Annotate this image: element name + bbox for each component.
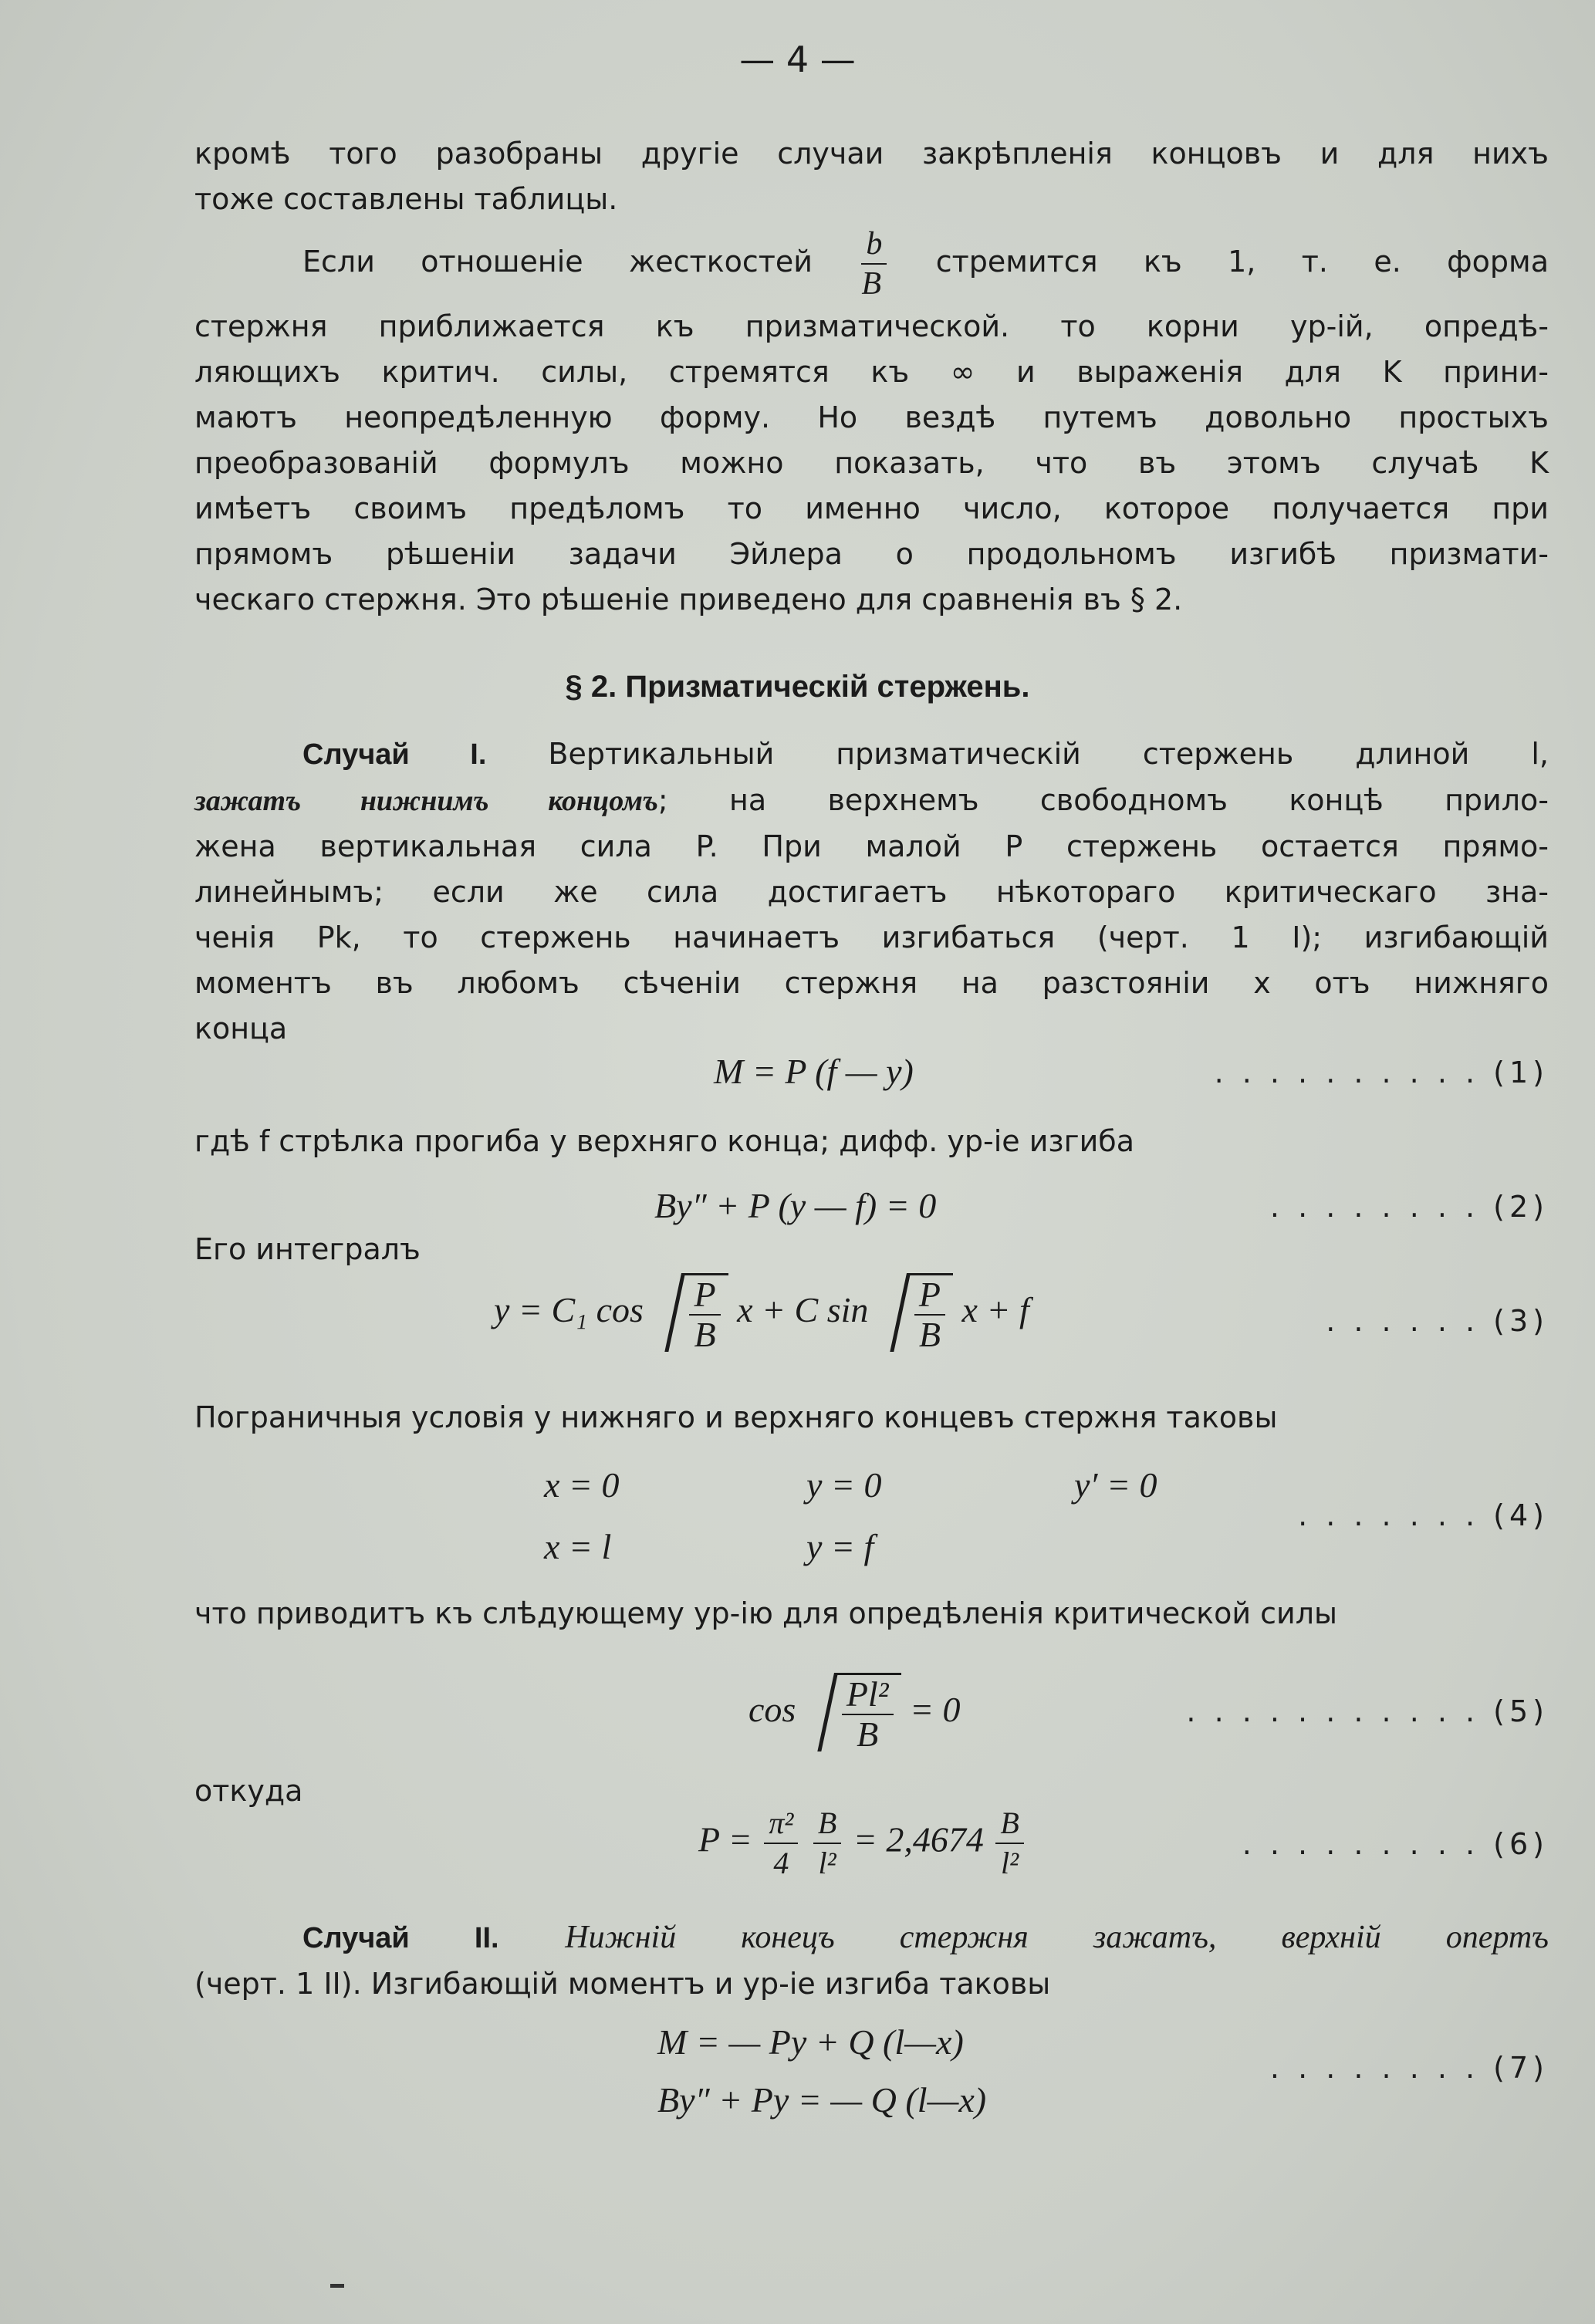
paragraph-case-2 (194, 1915, 1549, 2007)
italic-phrase: Нижній конецъ стержня зажатъ, верхній опертъ (565, 1920, 1549, 1955)
eq3-part: y = C₁ cos (494, 1290, 644, 1330)
eq5-part: cos (749, 1690, 796, 1730)
section-title: § 2. Призматическій стержень. (565, 670, 1030, 704)
text-line: ляющихъ критич. силы, стремятся къ ∞ и выраженія для K прини- (194, 355, 1549, 389)
text-line: конца (194, 1012, 288, 1045)
fraction-numerator: P (914, 1275, 945, 1316)
text-line: жена вертикальная сила P. При малой P стержень остается прямо- (194, 829, 1549, 863)
text-fragment: Если отношеніе жесткостей (302, 245, 813, 279)
paragraph-boundary (194, 1395, 1549, 1441)
fraction-numerator: Pl² (842, 1675, 894, 1715)
text-line: кромѣ того разобраны другіе случаи закрѣпленія концовъ и для нихъ (194, 137, 1549, 171)
text-line (194, 731, 1549, 778)
equation-5 (749, 1673, 961, 1754)
paragraph-case-1 (194, 731, 1549, 1052)
fraction-denominator: l² (1000, 1846, 1019, 1880)
eq4-xl: x = l (544, 1527, 612, 1566)
text-line (194, 778, 1549, 824)
text-fragment: Вертикальный призматическій стержень длиной l, (548, 737, 1549, 771)
fraction-denominator: B (918, 1315, 941, 1354)
text-line: ченія Pk, то стержень начинаетъ изгибаться (черт. 1 I); изгибающій (194, 920, 1549, 954)
text-line: откуда (194, 1774, 303, 1808)
fraction-b-over-B (861, 225, 887, 303)
equation-number-1: . . . . . . . . . . (1) (1214, 1056, 1549, 1089)
eq4-yf: y = f (806, 1527, 874, 1566)
eq3-part: x + f (961, 1290, 1029, 1330)
fraction-denominator: l² (818, 1846, 836, 1880)
square-root (907, 1273, 953, 1354)
square-root (834, 1673, 901, 1754)
ink-mark (330, 2284, 344, 2288)
italic-phrase: зажатъ нижнимъ концомъ (194, 785, 658, 817)
text-fragment: стремится къ 1, т. е. форма (935, 245, 1549, 279)
text-line (194, 1915, 1549, 1961)
text-line: маютъ неопредѣленную форму. Но вездѣ путемъ довольно простыхъ (194, 400, 1549, 434)
eq4-y0: y = 0 (806, 1465, 882, 1505)
text-line: имѣетъ своимъ предѣломъ то именно число, которое получается при (194, 491, 1549, 525)
equation-number-3: . . . . . . (3) (1326, 1304, 1549, 1338)
equation-7b: By″ + Py = — Q (l—x) (657, 2080, 987, 2120)
text-line: линейнымъ; если же сила достигаетъ нѣкотораго критическаго зна- (194, 875, 1549, 909)
equation-7a: M = — Py + Q (l—x) (657, 2022, 964, 2062)
text-line (194, 219, 1549, 304)
fraction-Pl2-over-B (842, 1675, 894, 1754)
square-root (681, 1273, 728, 1354)
fraction-P-over-B (689, 1275, 720, 1354)
eq4-yprime0: y′ = 0 (1074, 1465, 1157, 1505)
equation-number-4: . . . . . . . (4) (1298, 1498, 1549, 1532)
text-fragment: ; на верхнемъ свободномъ концѣ прило- (657, 783, 1549, 817)
equation-number-2: . . . . . . . . (2) (1269, 1190, 1549, 1224)
page-number: — 4 — (739, 39, 856, 80)
text-line: моментъ въ любомъ сѣченіи стержня на разстояніи x отъ нижняго (194, 966, 1549, 1000)
paragraph-intro (194, 131, 1549, 222)
text-line: прямомъ рѣшеніи задачи Эйлера о продольномъ изгибѣ призмати- (194, 537, 1549, 571)
text-line: ческаго стержня. Это рѣшеніе приведено для сравненія въ § 2. (194, 583, 1183, 616)
fraction-B-over-l2 (995, 1804, 1023, 1883)
text-line: (черт. 1 II). Изгибающій моментъ и ур-іе изгиба таковы (194, 1967, 1051, 2001)
fraction-B-over-l2 (813, 1804, 841, 1883)
eq4-x0: x = 0 (544, 1465, 620, 1505)
equation-1: M = P (f — y) (714, 1052, 914, 1091)
fraction-numerator: B (813, 1804, 841, 1844)
eq5-part: = 0 (910, 1690, 961, 1730)
paragraph-leads-to (194, 1591, 1549, 1637)
text-line: стержня приближается къ призматической. то корни ур-ій, опредѣ- (194, 309, 1549, 343)
fraction-numerator: b (861, 225, 887, 265)
fraction-numerator: π² (764, 1804, 798, 1844)
paragraph-integral (194, 1227, 1549, 1272)
text-line: гдѣ f стрѣлка прогиба у верхняго конца; дифф. ур-іе изгиба (194, 1124, 1135, 1158)
text-line: Его интегралъ (194, 1232, 421, 1266)
paragraph-deflection (194, 1119, 1549, 1164)
fraction-P-over-B (914, 1275, 945, 1354)
equation-number-6: . . . . . . . . . (6) (1242, 1827, 1549, 1861)
fraction-denominator: B (694, 1315, 716, 1354)
equation-number-5: . . . . . . . . . . . (5) (1186, 1694, 1549, 1728)
case-label: Случай I. (302, 738, 487, 771)
eq6-part: = 2,4674 (853, 1819, 984, 1860)
equation-6 (698, 1804, 1027, 1883)
fraction-numerator: P (689, 1275, 720, 1316)
fraction-denominator: 4 (773, 1846, 789, 1880)
paragraph-stiffness (194, 219, 1549, 623)
fraction-pi2-over-4 (764, 1804, 798, 1883)
equation-number-7: . . . . . . . . (7) (1269, 2051, 1549, 2085)
text-line: преобразованій формулъ можно показать, что въ этомъ случаѣ K (194, 446, 1549, 480)
fraction-numerator: B (995, 1804, 1023, 1844)
fraction-denominator: B (857, 1714, 879, 1754)
equation-2: By″ + P (y — f) = 0 (654, 1186, 937, 1225)
equation-3 (494, 1273, 1029, 1354)
text-line: что приводитъ къ слѣдующему ур-ію для опредѣленія критической силы (194, 1596, 1338, 1630)
text-line: тоже составлены таблицы. (194, 182, 618, 216)
fraction-denominator: B (861, 265, 882, 302)
case-label: Случай II. (302, 1922, 499, 1954)
eq6-part: P = (698, 1819, 752, 1860)
text-line: Пограничныя условія у нижняго и верхняго концевъ стержня таковы (194, 1400, 1278, 1434)
eq3-part: x + C sin (737, 1290, 869, 1330)
